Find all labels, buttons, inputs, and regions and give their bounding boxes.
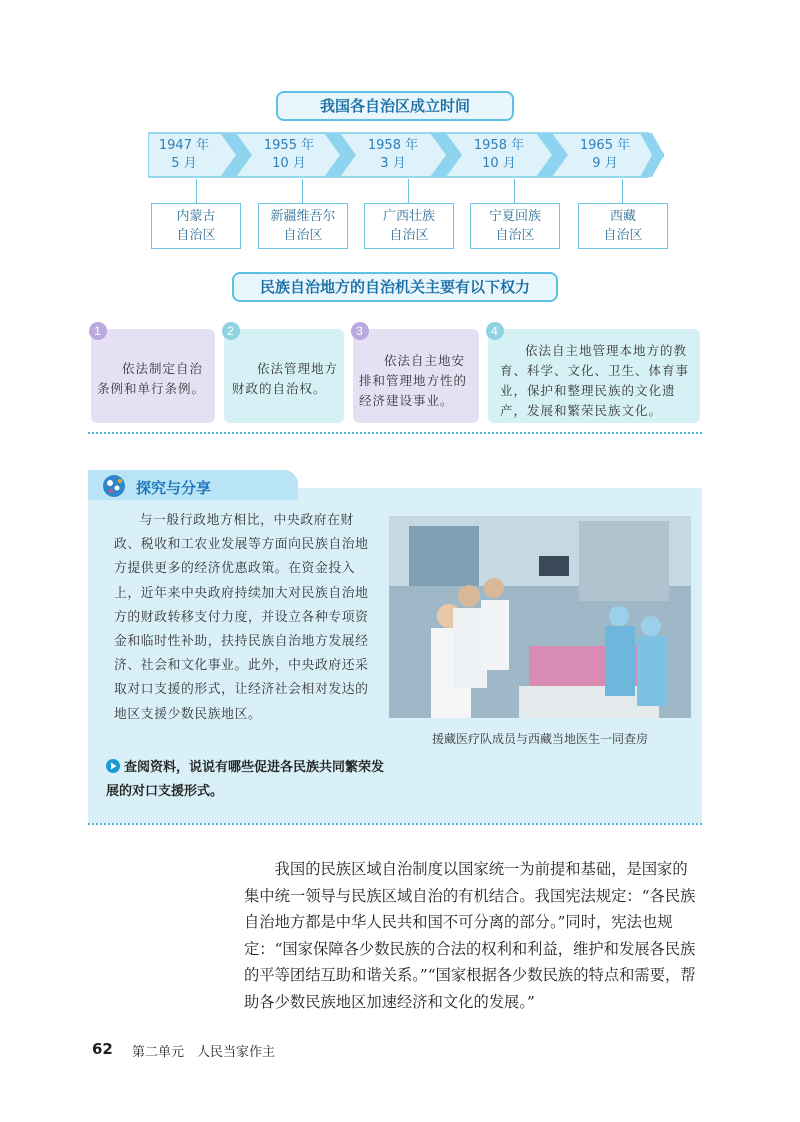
power-card-2 bbox=[224, 324, 344, 423]
timeline-year-5: 1965 年 9 月 bbox=[579, 138, 631, 171]
power-text-2: 依法管理地方财政的自治权。 bbox=[232, 361, 339, 396]
section-divider-top bbox=[88, 432, 702, 434]
connector-3 bbox=[408, 179, 409, 203]
explore-title: 探究与分享 bbox=[136, 479, 212, 497]
explore-text: 与一般行政地方相比，中央政府在财政、税收和工农业发展等方面向民族自治地方提供更多的经济优惠政策。在资金投入上，近年来中央政府持续加大对民族自治地方的财政转移支付力度，并设立各种专项资金和临时性补助，扶持民族自治地方发展经济、社会和文化事业。此外，中央政府还采取对口支援的形式，让经济社会相对发达的地区支援少数民族地区。 bbox=[114, 513, 369, 722]
power-card-1 bbox=[91, 324, 215, 423]
power-card-3 bbox=[353, 324, 479, 423]
timeline-title: 我国各自治区成立时间 bbox=[276, 91, 514, 121]
explore-icon bbox=[102, 474, 128, 498]
timeline-year-2: 1955 年 10 月 bbox=[263, 138, 315, 171]
power-text-4: 依法自主地管理本地方的教育、科学、文化、卫生、体育事业，保护和整理民族的文化遗产，发展和繁荣民族文化。 bbox=[500, 343, 690, 418]
timeline-year-3: 1958 年 3 月 bbox=[367, 138, 419, 171]
power-badge-2: 2 bbox=[222, 322, 240, 340]
power-badge-1: 1 bbox=[89, 322, 107, 340]
power-badge-3: 3 bbox=[351, 322, 369, 340]
power-badge-4: 4 bbox=[486, 322, 504, 340]
section-divider-bottom bbox=[88, 823, 702, 825]
powers-title: 民族自治地方的自治机关主要有以下权力 bbox=[232, 272, 558, 302]
timeline-year-4: 1958 年 10 月 bbox=[473, 138, 525, 171]
play-arrow-icon bbox=[106, 759, 120, 773]
timeline-bar bbox=[148, 131, 664, 179]
power-text-3: 依法自主地安排和管理地方性的经济建设事业。 bbox=[359, 353, 468, 408]
power-text-1: 依法制定自治条例和单行条例。 bbox=[97, 361, 206, 396]
region-box-xinjiang: 新疆维吾尔 自治区 bbox=[258, 203, 348, 249]
body-paragraph: 我国的民族区域自治制度以国家统一为前提和基础，是国家的集中统一领导与民族区域自治的有机结合。我国宪法规定：“各民族自治地方都是中华人民共和国不可分离的部分。”同时，宪法也规定：“国家保障各少数民族的合法的权利和利益，维护和发展各民族的平等团结互助和谐关系。”“国家根据各少数民族的特点和需要，帮助各少数民族地区加速经济和文化的发展。” bbox=[244, 860, 696, 1011]
timeline-year-1: 1947 年 5 月 bbox=[158, 138, 210, 171]
connector-2 bbox=[302, 179, 303, 203]
connector-5 bbox=[622, 179, 623, 203]
connector-4 bbox=[514, 179, 515, 203]
footer-section: 第二单元 人民当家作主 bbox=[132, 1045, 276, 1060]
region-box-guangxi: 广西壮族 自治区 bbox=[364, 203, 454, 249]
photo-caption: 援藏医疗队成员与西藏当地医生一同查房 bbox=[431, 732, 648, 746]
region-box-ningxia: 宁夏回族 自治区 bbox=[470, 203, 560, 249]
explore-question: 查阅资料，说说有哪些促进各民族共同繁荣发展的对口支援形式。 bbox=[106, 760, 385, 799]
hospital-photo bbox=[389, 516, 691, 718]
page-number: 62 bbox=[92, 1040, 113, 1058]
region-box-neimenggu: 内蒙古 自治区 bbox=[151, 203, 241, 249]
power-card-4 bbox=[488, 324, 700, 423]
region-box-xizang: 西藏 自治区 bbox=[578, 203, 668, 249]
connector-1 bbox=[196, 179, 197, 203]
